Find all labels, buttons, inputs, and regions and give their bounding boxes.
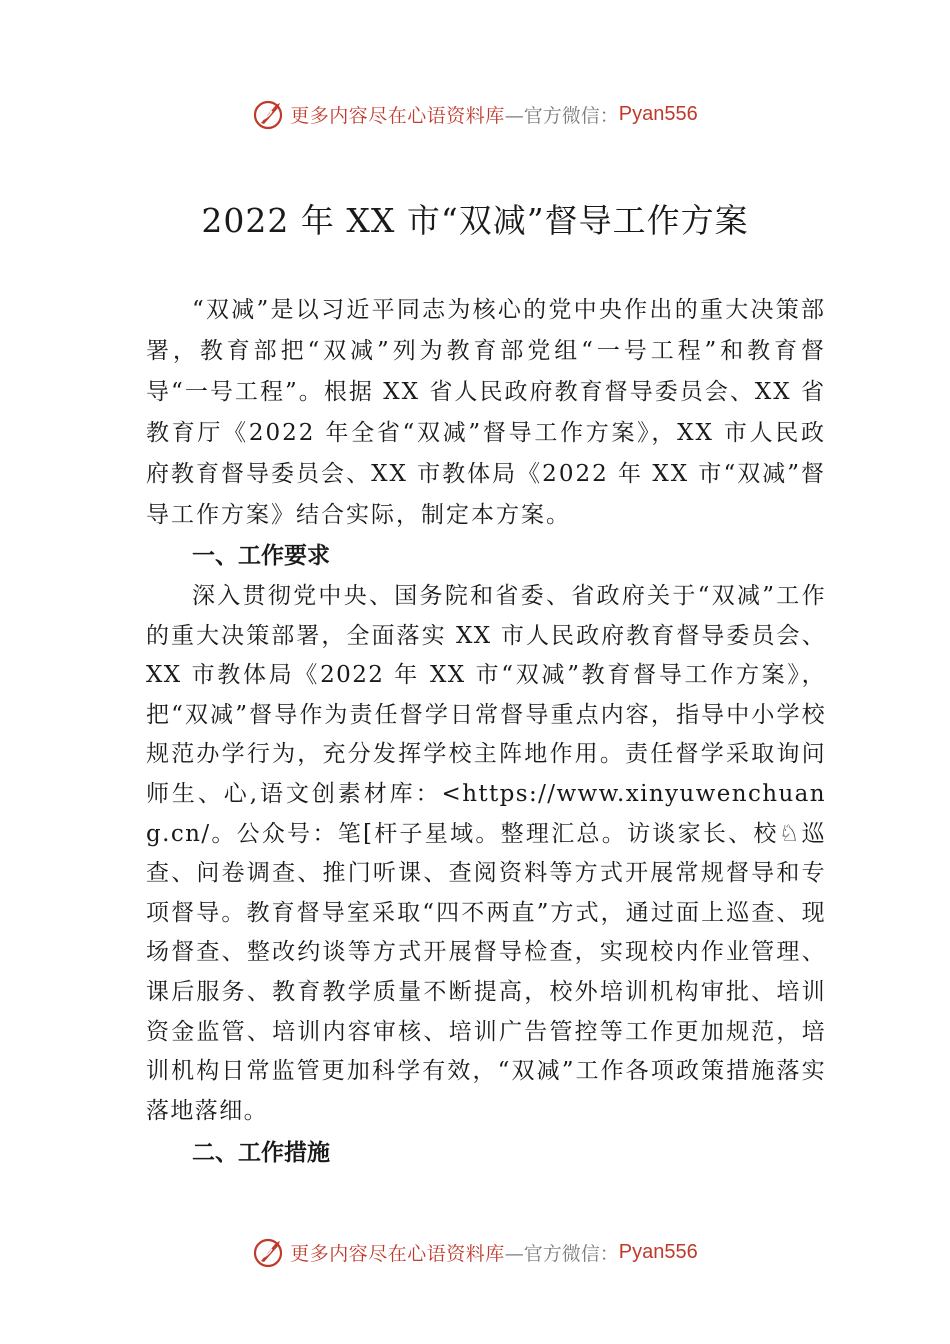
banner-wechat-label: —官方微信：	[504, 104, 619, 127]
header-watermark-banner	[0, 94, 950, 134]
banner-library-text: 更多内容尽在心语资料库	[290, 104, 505, 127]
requirements-paragraph: 深入贯彻党中央、国务院和省委、省政府关于“双减”工作的重大决策部署，全面落实 XX 市人民政府教育督导委员会、XX 市教体局《2022 年 XX 市“双减”教育督导工作方案》，把“双减”督导作为责任督学日常督导重点内容，指导中小学校规范办学行为，充分发挥学校主阵地作用。责任督学采取询问师生、心,语文创素材库：<https://www.xinyuwenchuang.cn/。公众号：笔[杆子星域。整理汇总。访谈家长、校♘巡查、问卷调查、推门听课、查阅资料等方式开展常规督导和专项督导。教育督导室采取“四不两直”方式，通过面上巡查、现场督查、整改约谈等方式开展督导检查，实现校内作业管理、课后服务、教育教学质量不断提高，校外培训机构审批、培训资金监管、培训内容审核、培训广告管控等工作更加规范，培训机构日常监管更加科学有效，“双减”工作各项政策措施落实落地落细。	[146, 583, 826, 1124]
quill-logo-icon	[252, 1235, 286, 1269]
footer-watermark-banner	[0, 1232, 950, 1272]
banner-wechat-id: Pyan556	[618, 1240, 698, 1263]
section-heading-requirements: 一、工作要求	[192, 543, 330, 569]
document-title: 2022 年 XX 市“双减”督导工作方案	[201, 201, 749, 240]
document-body	[146, 290, 826, 1174]
intro-paragraph: “双减”是以习近平同志为核心的党中央作出的重大决策部署，教育部把“双减”列为教育部党组“一号工程”和教育督导“一号工程”。根据 XX 省人民政府教育督导委员会、XX 省教育厅《2022 年全省“双减”督导工作方案》，XX 市人民政府教育督导委员会、XX 市教体局《2022 年 XX 市“双减”督导工作方案》结合实际，制定本方案。	[146, 297, 826, 528]
banner-library-text: 更多内容尽在心语资料库	[290, 1242, 505, 1265]
section-heading-measures: 二、工作措施	[192, 1140, 330, 1167]
banner-wechat-label: —官方微信：	[504, 1242, 619, 1265]
banner-wechat-id: Pyan556	[618, 102, 698, 125]
quill-logo-icon	[252, 97, 286, 131]
